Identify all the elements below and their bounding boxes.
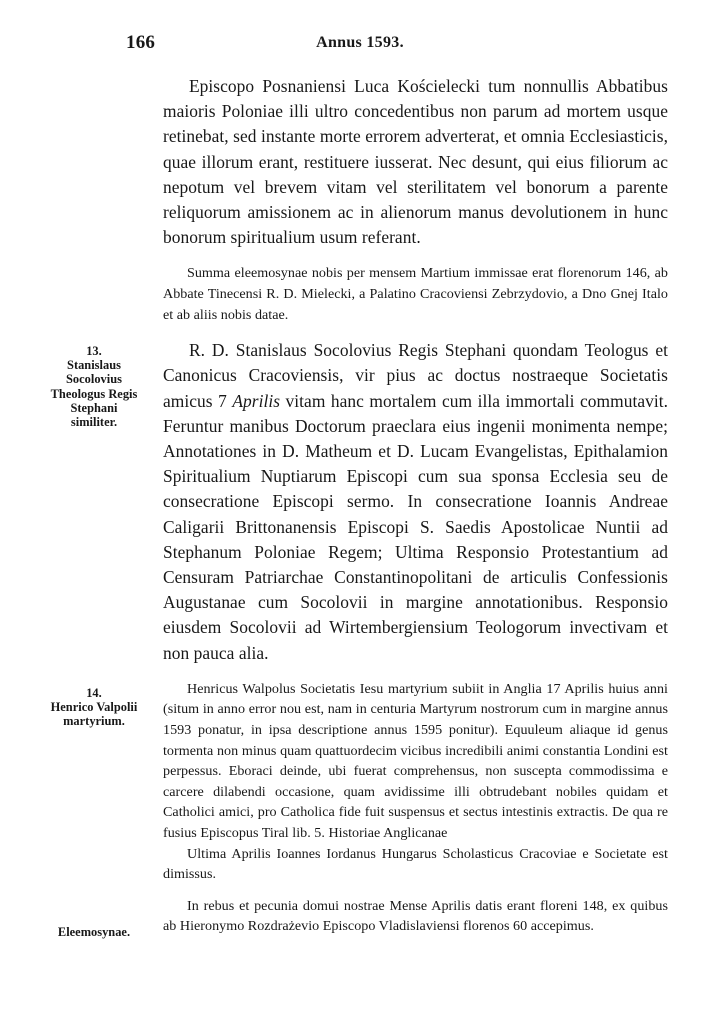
page-header [0,32,720,54]
margin-note-13 [48,344,140,429]
paragraph-5-iordanus: Ultima Aprilis Ioannes Iordanus Hungarus Scholasticus Cracoviae e Societate est dimissus. [163,845,668,883]
margin-note-eleemosynae [48,925,140,939]
margin-note-13-text: Stanislaus Socolovius Theologus Regis Stephani similiter. [50,358,138,430]
running-title: Annus 1593. [316,34,404,51]
folio-number: 166 [126,32,156,53]
paragraph-2-eleemosyna-martii: Summa eleemosynae nobis per mensem Martium immissae erat florenorum 146, ab Abbate Tinecensi R. D. Mielecki, a Palatino Cracoviensi Zebrzydovio, a Dno Gnej Italo et ab aliis nobis datae. [163,265,668,323]
margin-note-14-number: 14. [86,686,102,700]
paragraph-4-walpolus: Henricus Walpolus Societatis Iesu martyrium subiit in Anglia 17 Aprilis huius anni (situm in anno error nou est, nam in centuria Martyrum nostrorum cum in margine annus 1593 ponatur, in ipsa descriptione annus 1595 ponitur). Equuleum aliaque id genus tormenta non minus quam quattuordecim vicibus incredibili animi constantia Londini est perpessus. Eboraci deinde, ubi fuerat comprehensus, non suscepta commodissima e carcere dilabendi occasione, quam avidissime illi obtrudebant nobiles quidam et Catholici amici, pro Catholica fide fuit suspensus et sectus intestinis extractis. De qua re fusius Episcopus Tiral lib. 5. Historiae Anglicanae [163,680,668,841]
margin-note-14 [48,686,140,729]
margin-note-eleemosynae-text: Eleemosynae. [57,925,131,939]
paragraph-1: Episcopo Posnaniensi Luca Kościelecki tum nonnullis Abbatibus maioris Poloniae illi ultro concedentibus non parum ad mortem usque retinebat, sed instante morte errorem adverterat, et omnia Ecclesiasticis, quae illorum erant, restituere iusserat. Nec desunt, qui eius filiorum ac nepotum vel brevem vitam vel sterilitatem vel bonorum a parente reliquorum amissionem ac in alienorum manus devolutionem in hunc bonorum spiritualium usum referant. [163,76,668,248]
paragraph-3-part-a: R. D. Stanislaus Socolovius Regis Stephani quondam Teologus et Canonicus Cracoviensis, vir pius ac doctus nostraeque Societatis amicus 7 [163,340,668,411]
paragraph-3-date-italic: Aprilis [232,390,281,411]
text-column [163,74,668,937]
paragraph-3-socolovius [163,338,668,666]
paragraph-6-rebus-et-pecunia: In rebus et pecunia domui nostrae Mense Aprilis datis erant floreni 148, ex quibus ab Hieronymo Rozdrażevio Episcopo Vladislaviensi florenos 60 accepimus. [163,897,668,935]
margin-note-14-text: Henrico Valpolii martyrium. [50,700,138,729]
paragraph-3-part-b: vitam hanc mortalem cum illa immortali commutavit. Feruntur manibus Doctorum praeclara eius ingenii monimenta nempe; Annotationes in D. Matheum et D. Lucam Evangelistas, Epithalamion Spiritualium Nuptiarum Episcopi cum sua sponsa Ecclesia seu de consecratione Episcopi sermo. In consecratione Ioannis Andreae Caligarii Brittonanensis Episcopi S. Saedis Apostolicae Nuntii ad Stephanum Poloniae Regem; Ultima Responsio Protestantium ad Censuram Patriarchae Constantinopolitani de articulis Confessionis Augustanae cum Socolovii in margine annotationibus. Responsio eiusdem Socolovii ad Wirtembergiensium Teologorum invectivam et non pauca alia. [163,390,669,663]
margin-note-13-number: 13. [86,344,102,358]
